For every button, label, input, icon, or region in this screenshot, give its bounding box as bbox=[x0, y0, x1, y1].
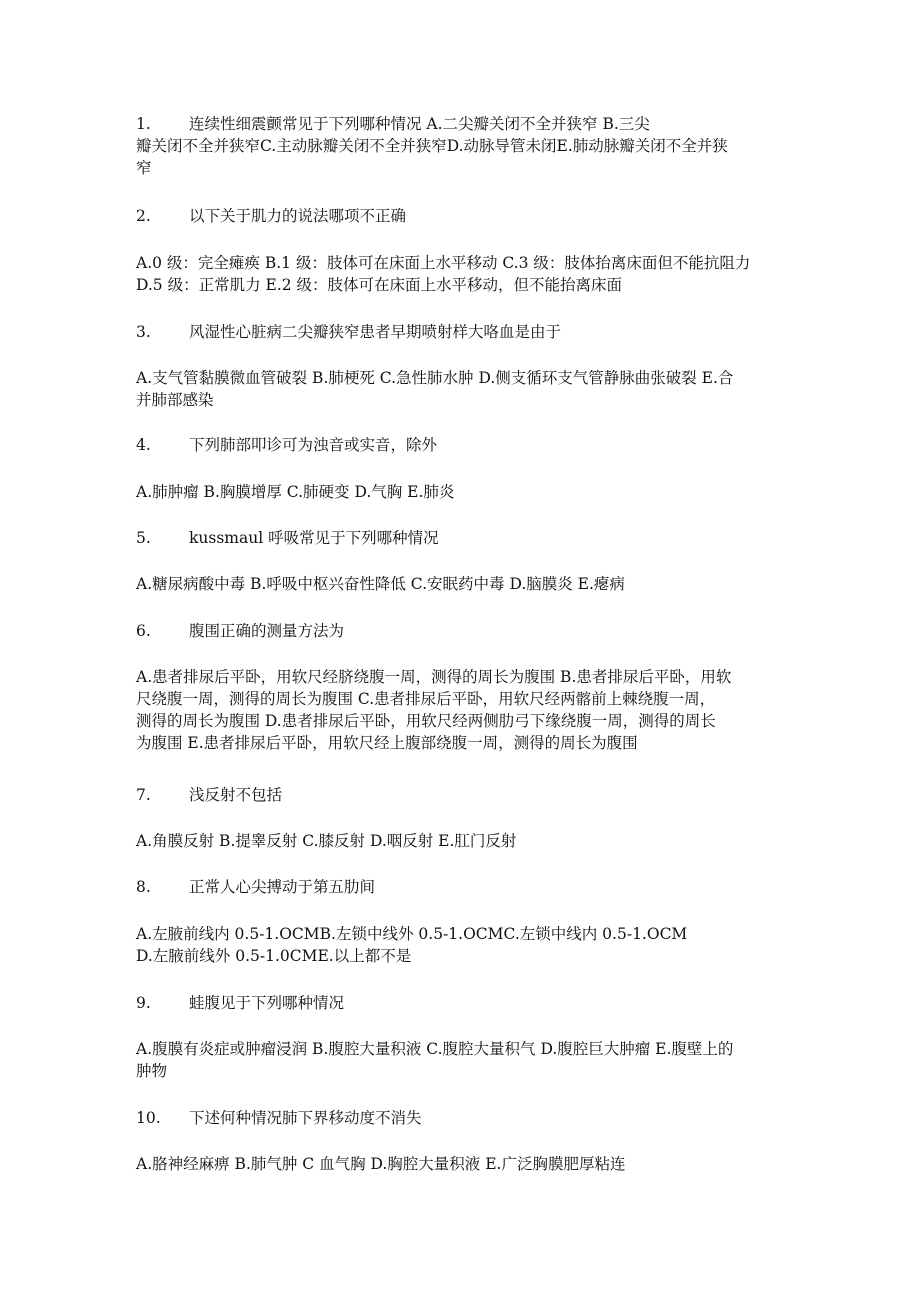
options-line: 尺绕腹一周，测得的周长为腹围 C.患者排尿后平卧，用软尺经两髂前上棘绕腹一周， bbox=[136, 690, 716, 708]
question-10-options bbox=[136, 1153, 786, 1175]
question-number: 1. bbox=[136, 115, 151, 133]
options-line: A.0 级：完全瘫痪 B.1 级：肢体可在床面上水平移动 C.3 级：肢体抬离床面但不能抗阻力 bbox=[136, 254, 751, 272]
question-text-line: 瓣关闭不全并狭窄C.主动脉瓣关闭不全并狭窄D.动脉导管未闭E.肺动脉瓣关闭不全并狭 bbox=[136, 137, 728, 155]
question-6 bbox=[136, 620, 786, 642]
question-7-options bbox=[136, 830, 786, 852]
question-text: kussmaul 呼吸常见于下列哪种情况 bbox=[189, 529, 439, 547]
question-7 bbox=[136, 784, 786, 806]
question-2-options bbox=[136, 252, 786, 296]
question-9-options bbox=[136, 1038, 786, 1082]
options-line: D.左腋前线外 0.5-1.0CME.以上都不是 bbox=[136, 947, 412, 965]
question-text: 以下关于肌力的说法哪项不正确 bbox=[189, 207, 407, 225]
question-text: 下述何种情况肺下界移动度不消失 bbox=[189, 1109, 422, 1127]
options-line: 并肺部感染 bbox=[136, 391, 214, 409]
question-number: 5. bbox=[136, 529, 151, 547]
question-text-line: 窄 bbox=[136, 159, 152, 177]
options-line: D.5 级：正常肌力 E.2 级：肢体可在床面上水平移动，但不能抬离床面 bbox=[136, 276, 623, 294]
question-number: 8. bbox=[136, 878, 151, 896]
options-line: 肿物 bbox=[136, 1062, 168, 1080]
question-4-options bbox=[136, 481, 786, 503]
options-line: 为腹围 E.患者排尿后平卧，用软尺经上腹部绕腹一周，测得的周长为腹围 bbox=[136, 734, 638, 752]
question-6-options bbox=[136, 666, 786, 754]
question-8-options bbox=[136, 923, 786, 967]
question-number: 10. bbox=[136, 1109, 161, 1127]
question-2 bbox=[136, 205, 786, 227]
options-line: A.肺肿瘤 B.胸膜增厚 C.肺硬变 D.气胸 E.肺炎 bbox=[136, 483, 455, 501]
question-3-options bbox=[136, 367, 786, 411]
question-text: 蛙腹见于下列哪种情况 bbox=[189, 994, 345, 1012]
question-number: 2. bbox=[136, 207, 151, 225]
options-line: A.胳神经麻痹 B.肺气肿 C 血气胸 D.胸腔大量积液 E.广泛胸膜肥厚粘连 bbox=[136, 1155, 626, 1173]
question-1 bbox=[136, 113, 786, 135]
question-10 bbox=[136, 1107, 786, 1129]
options-line: A.糖尿病酸中毒 B.呼吸中枢兴奋性降低 C.安眠药中毒 D.脑膜炎 E.瘪病 bbox=[136, 575, 625, 593]
question-5-options bbox=[136, 573, 786, 595]
question-8 bbox=[136, 876, 786, 898]
question-3 bbox=[136, 321, 786, 343]
question-text: 浅反射不包括 bbox=[189, 786, 283, 804]
options-line: 测得的周长为腹围 D.患者排尿后平卧，用软尺经两侧肋弓下缘绕腹一周，测得的周长 bbox=[136, 712, 716, 730]
options-line: A.左腋前线内 0.5-1.OCMB.左锁中线外 0.5-1.OCMC.左锁中线内 0.5-1.OCM bbox=[136, 925, 688, 943]
question-number: 4. bbox=[136, 436, 151, 454]
question-number: 6. bbox=[136, 622, 151, 640]
question-number: 7. bbox=[136, 786, 151, 804]
options-line: A.支气管黏膜微血管破裂 B.肺梗死 C.急性肺水肿 D.侧支循环支气管静脉曲张破裂 E.合 bbox=[136, 369, 734, 387]
options-line: A.角膜反射 B.提睾反射 C.膝反射 D.咽反射 E.肛门反射 bbox=[136, 832, 517, 850]
question-text: 下列肺部叩诊可为浊音或实音，除外 bbox=[189, 436, 438, 454]
question-5 bbox=[136, 527, 786, 549]
question-9 bbox=[136, 992, 786, 1014]
question-text: 腹围正确的测量方法为 bbox=[189, 622, 345, 640]
question-4 bbox=[136, 434, 786, 456]
question-text: 风湿性心脏病二尖瓣狭窄患者早期喷射样大咯血是由于 bbox=[189, 323, 562, 341]
options-line: A.患者排尿后平卧，用软尺经脐绕腹一周，测得的周长为腹围 B.患者排尿后平卧，用软 bbox=[136, 668, 732, 686]
question-number: 3. bbox=[136, 323, 151, 341]
question-1-continuation bbox=[136, 135, 786, 179]
question-number: 9. bbox=[136, 994, 151, 1012]
question-text: 连续性细震颤常见于下列哪种情况 A.二尖瓣关闭不全并狭窄 B.三尖 bbox=[189, 115, 650, 133]
options-line: A.腹膜有炎症或肿瘤浸润 B.腹腔大量积液 C.腹腔大量积气 D.腹腔巨大肿瘤 E.腹壁上的 bbox=[136, 1040, 734, 1058]
question-text: 正常人心尖搏动于第五肋间 bbox=[189, 878, 376, 896]
